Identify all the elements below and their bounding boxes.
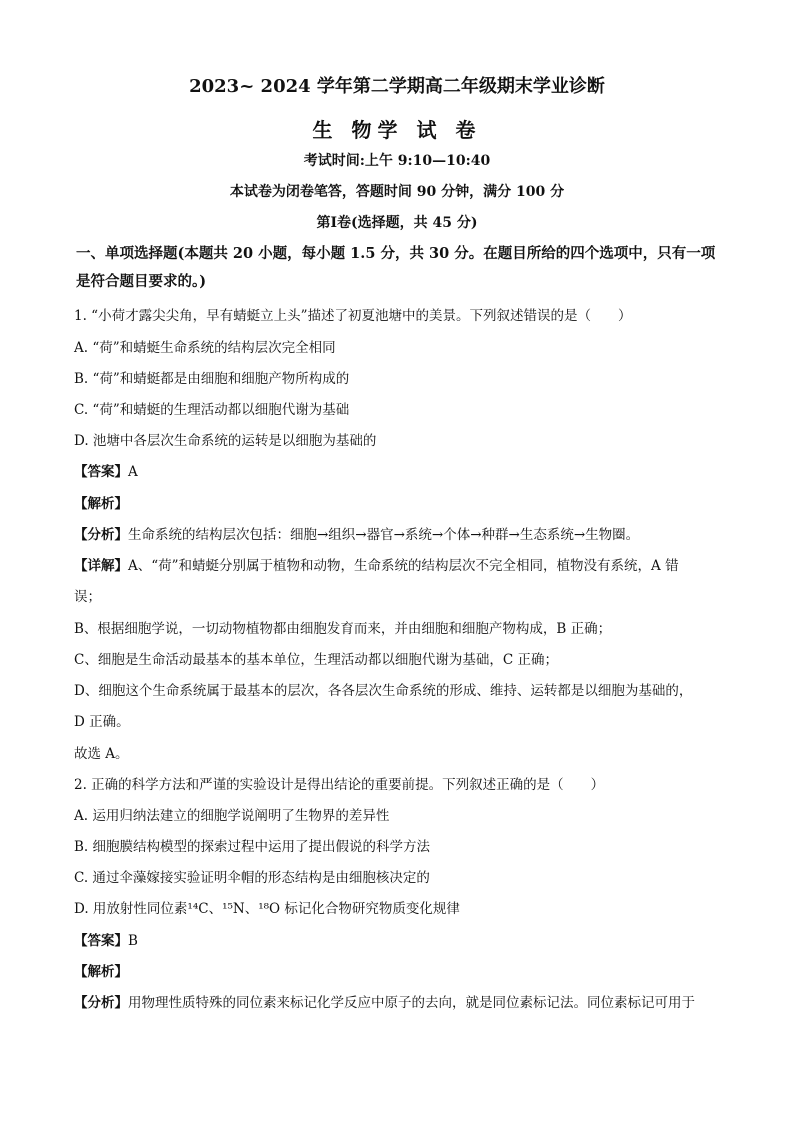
section-title: 一、单项选择题(本题共 20 小题，每小题 1.5 分，共 30 分。在题目所给的四个选项中，只有一项是符合题目要求的。) <box>76 245 716 290</box>
answer-value: B <box>128 933 138 949</box>
part-title: 第Ⅰ卷(选择题，共 45 分) <box>316 215 478 231</box>
fenxi-tag: 【分析】 <box>74 527 128 543</box>
question-2-fenxi <box>74 993 734 1013</box>
question-1-fenxi <box>74 525 734 545</box>
question-1-option-a: A. “荷”和蜻蜓生命系统的结构层次完全相同 <box>74 340 336 356</box>
question-1-analysis-tag <box>74 494 734 514</box>
question-1-detail-line-3: B、根据细胞学说，一切动物植物都由细胞发育而来，并由细胞和细胞产物构成，B 正确； <box>74 621 612 637</box>
answer-value: A <box>128 464 138 480</box>
question-2-analysis-tag <box>74 962 734 982</box>
fenxi-text: 用物理性质特殊的同位素来标记化学反应中原子的去向，就是同位素标记法。同位素标记可用于 <box>128 995 695 1011</box>
question-2-answer <box>74 931 734 951</box>
exam-title: 2023~ 2024 学年第二学期高二年级期末学业诊断 <box>189 76 605 97</box>
question-1-detail-line-7: 故选 A。 <box>74 746 129 762</box>
question-1-detail-line-4: C、细胞是生命活动最基本的基本单位，生理活动都以细胞代谢为基础，C 正确； <box>74 652 558 668</box>
answer-tag: 【答案】 <box>74 933 128 949</box>
question-1-detail-line-6: D 正确。 <box>74 714 130 730</box>
question-1-detail-line-1 <box>74 556 734 576</box>
question-1-detail-line-2: 误； <box>74 589 101 605</box>
question-2-option-d: D. 用放射性同位素¹⁴C、¹⁵N、¹⁸O 标记化合物研究物质变化规律 <box>74 901 460 917</box>
question-1-option-b: B. “荷”和蜻蜓都是由细胞和细胞产物所构成的 <box>74 371 350 387</box>
answer-tag: 【答案】 <box>74 464 128 480</box>
question-2-option-a: A. 运用归纳法建立的细胞学说阐明了生物界的差异性 <box>74 808 390 824</box>
question-2-stem: 2. 正确的科学方法和严谨的实验设计是得出结论的重要前提。下列叙述正确的是（ ） <box>74 777 605 793</box>
detail-text: A、“荷”和蜻蜓分别属于植物和动物，生命系统的结构层次不完全相同，植物没有系统，A 错 <box>128 558 679 574</box>
question-1-answer <box>74 462 734 482</box>
question-2-option-b: B. 细胞膜结构模型的探索过程中运用了提出假说的科学方法 <box>74 839 431 855</box>
question-1-detail-line-5: D、细胞这个生命系统属于最基本的层次，各各层次生命系统的形成、维持、运转都是以细胞为基础的， <box>74 683 693 699</box>
question-1-stem: 1. “小荷才露尖尖角，早有蜻蜓立上头”描述了初夏池塘中的美景。下列叙述错误的是（ ） <box>74 308 632 324</box>
exam-rules: 本试卷为闭卷笔答，答题时间 90 分钟，满分 100 分 <box>229 184 565 200</box>
exam-time: 考试时间:上午 9:10—10:40 <box>303 153 491 169</box>
analysis-tag: 【解析】 <box>74 496 128 512</box>
fenxi-tag: 【分析】 <box>74 995 128 1011</box>
subject-title: 生 物学 试 卷 <box>312 118 482 142</box>
question-1-option-d: D. 池塘中各层次生命系统的运转是以细胞为基础的 <box>74 433 377 449</box>
detail-tag: 【详解】 <box>74 558 128 574</box>
question-2-option-c: C. 通过伞藻嫁接实验证明伞帽的形态结构是由细胞核决定的 <box>74 870 430 886</box>
fenxi-text: 生命系统的结构层次包括：细胞→组织→器官→系统→个体→种群→生态系统→生物圈。 <box>128 527 640 543</box>
analysis-tag: 【解析】 <box>74 964 128 980</box>
question-1-option-c: C. “荷”和蜻蜓的生理活动都以细胞代谢为基础 <box>74 402 350 418</box>
